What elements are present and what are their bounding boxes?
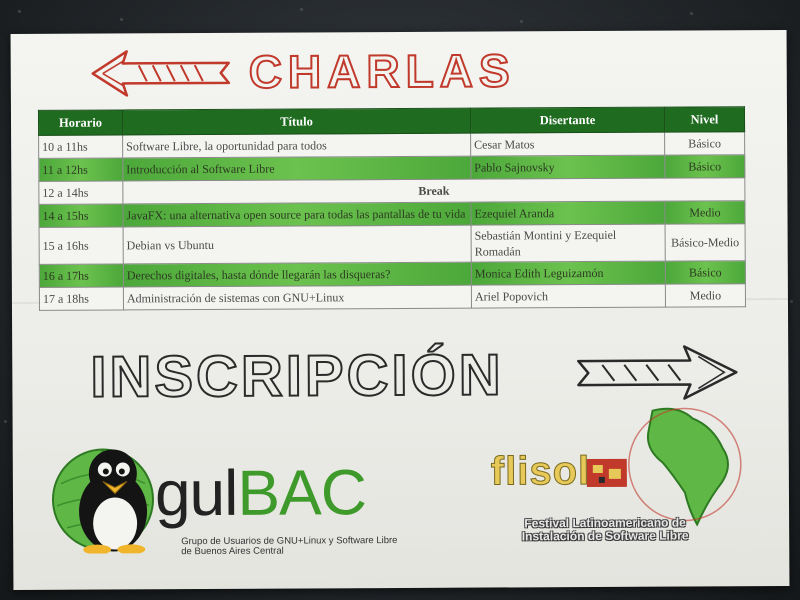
aztec-glyph-icon — [583, 453, 633, 493]
header-horario: Horario — [38, 110, 122, 135]
gulbac-description-line: de Buenos Aires Central — [181, 546, 284, 558]
left-arrow-icon — [89, 43, 239, 104]
gulbac-description — [181, 536, 421, 558]
schedule-table — [38, 106, 746, 311]
row-title: Derechos digitales, hasta dónde llegarán las disqueras? — [123, 263, 471, 288]
latin-america-map-icon — [622, 400, 743, 531]
gulbac-logo — [41, 432, 422, 584]
break-label: Break — [123, 178, 745, 204]
table-row — [39, 224, 745, 265]
row-time: 14 a 15hs — [39, 204, 123, 227]
row-speaker: Ezequiel Aranda — [471, 201, 665, 225]
row-speaker: Monica Edith Leguizamón — [471, 261, 665, 285]
event-poster — [11, 30, 790, 590]
gulbac-description-line: Grupo de Usuarios de GNU+Linux y Software Libre — [181, 535, 398, 548]
board-speck — [4, 420, 7, 423]
row-title: Introducción al Software Libre — [123, 156, 471, 181]
board-speck — [300, 8, 303, 11]
row-title: Administración de sistemas con GNU+Linux — [123, 286, 471, 311]
inscripcion-heading: INSCRIPCIÓN — [90, 342, 504, 410]
table-header-row — [38, 107, 744, 136]
gulbac-name-gul: gul — [154, 456, 238, 530]
board-speck — [690, 12, 693, 15]
row-title: Debian vs Ubuntu — [123, 225, 471, 264]
board-speck — [790, 300, 793, 303]
charlas-heading — [89, 41, 609, 104]
header-disertante: Disertante — [470, 107, 664, 133]
flisol-description — [485, 516, 725, 542]
board-speck — [520, 20, 523, 23]
flisol-name: flisol — [490, 449, 591, 494]
table-row — [39, 284, 745, 311]
row-title: Software Libre, la oportunidad para todos — [123, 133, 471, 158]
row-level: Básico — [665, 261, 745, 284]
row-level: Medio — [665, 284, 745, 307]
row-level: Básico — [665, 132, 745, 155]
gulbac-name-bac: BAC — [237, 456, 367, 529]
row-time: 10 a 11hs — [39, 135, 123, 158]
row-speaker: Sebastián Montini y Ezequiel Romadán — [471, 224, 665, 262]
right-arrow-icon — [572, 342, 742, 403]
row-time: 15 a 16hs — [39, 227, 123, 265]
row-time: 16 a 17hs — [39, 264, 123, 287]
row-level: Básico-Medio — [665, 224, 745, 262]
row-level: Básico — [665, 155, 745, 178]
row-time: 11 a 12hs — [39, 158, 123, 181]
row-speaker: Ariel Popovich — [471, 284, 665, 308]
row-speaker: Cesar Matos — [471, 132, 665, 156]
flisol-description-line: Instalación de Software Libre — [521, 528, 689, 543]
row-speaker: Pablo Sajnovsky — [471, 155, 665, 179]
row-time: 17 a 18hs — [39, 287, 123, 310]
flisol-logo — [482, 400, 743, 561]
row-level: Medio — [665, 201, 745, 224]
gulbac-name — [154, 456, 367, 530]
board-speck — [120, 18, 123, 21]
header-titulo: Título — [122, 108, 470, 135]
board-speck — [18, 10, 21, 13]
header-nivel: Nivel — [664, 107, 744, 132]
charlas-title: CHARLAS — [248, 44, 516, 98]
row-title: JavaFX: una alternativa open source para todas las pantallas de tu vida — [123, 202, 471, 227]
flisol-description-line: Festival Latinoamericano de — [524, 515, 686, 531]
row-time: 12 a 14hs — [39, 181, 123, 204]
